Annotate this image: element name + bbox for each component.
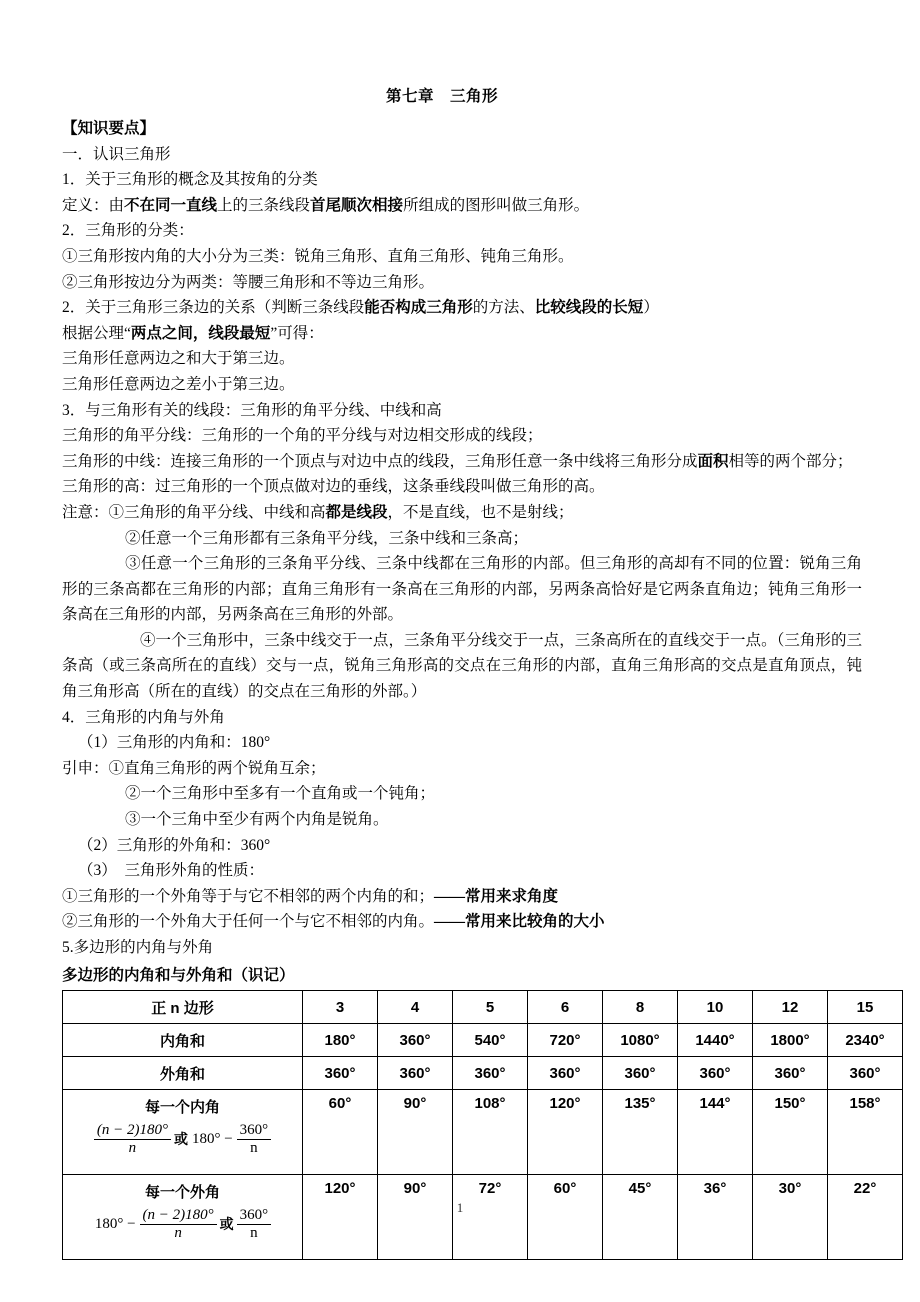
body-line: （2）三角形的外角和：360° (78, 836, 271, 854)
body-line: 三角形的高：过三角形的一个顶点做对边的垂线，这条垂线段叫做三角形的高。 (62, 478, 605, 496)
table-col-header: 15 (828, 991, 903, 1024)
table-cell: 120° (528, 1090, 603, 1175)
table-cell: 1080° (603, 1024, 678, 1057)
table-cell: 45° (603, 1175, 678, 1260)
body-line: ③一个三角中至少有两个内角是锐角。 (125, 811, 389, 829)
table-cell: 36° (678, 1175, 753, 1260)
table-cell: 360° (603, 1057, 678, 1090)
table-cell: 108° (453, 1090, 528, 1175)
table-col-header: 8 (603, 991, 678, 1024)
table-row-label-each-interior (63, 1090, 303, 1175)
table-row (63, 1090, 903, 1175)
formula-connector: 或 (219, 1216, 234, 1233)
fraction-denominator: n (250, 1139, 258, 1156)
formula-connector: 或 (173, 1131, 188, 1148)
table-col-header: 3 (303, 991, 378, 1024)
fraction-numerator: (n − 2)180° (94, 1122, 171, 1140)
fraction-numerator: (n − 2)180° (140, 1207, 217, 1225)
table-cell: 30° (753, 1175, 828, 1260)
table-cell: 360° (303, 1057, 378, 1090)
body-line: 三角形的角平分线：三角形的一个角的平分线与对边相交形成的线段； (62, 427, 543, 445)
polygon-angles-table (62, 990, 903, 1260)
formula-lead: 180° − (191, 1130, 233, 1147)
table-cell: 90° (378, 1090, 453, 1175)
body-line: 引申：①直角三角形的两个锐角互余； (62, 759, 326, 777)
table-cell: 90° (378, 1175, 453, 1260)
fraction-denominator: n (128, 1139, 137, 1156)
table-col-header: 12 (753, 991, 828, 1024)
table-cell: 540° (453, 1024, 528, 1057)
fraction-denominator: n (250, 1224, 258, 1241)
document-content (62, 84, 885, 1260)
body-line: 3．与三角形有关的线段：三角形的角平分线、中线和高 (62, 401, 442, 419)
fraction (94, 1122, 171, 1157)
body-line: 1．关于三角形的概念及其按角的分类 (62, 171, 318, 189)
row-label-text: 每一个内角 (144, 1099, 220, 1117)
body-line: 2．关于三角形三条边的关系（判断三条线段能否构成三角形的方法、比较线段的长短） (62, 299, 659, 317)
table-cell: 360° (678, 1057, 753, 1090)
table-cell: 150° (753, 1090, 828, 1175)
body-line: 三角形任意两边之和大于第三边。 (62, 350, 295, 368)
body-line: 三角形任意两边之差小于第三边。 (62, 375, 295, 393)
table-cell: 360° (828, 1057, 903, 1090)
table-cell: 1440° (678, 1024, 753, 1057)
table-cell: 360° (453, 1057, 528, 1090)
body-line: ②一个三角形中至多有一个直角或一个钝角； (125, 785, 436, 803)
formula-lead: 180° − (94, 1215, 136, 1232)
body-line: 根据公理“两点之间，线段最短”可得： (62, 324, 324, 342)
table-cell: 158° (828, 1090, 903, 1175)
table-cell: 720° (528, 1024, 603, 1057)
fraction-denominator: n (174, 1224, 182, 1241)
fraction (237, 1122, 272, 1157)
table-row (63, 1057, 903, 1090)
table-cell: 120° (303, 1175, 378, 1260)
table-cell: 360° (753, 1057, 828, 1090)
body-line: ①三角形的一个外角等于与它不相邻的两个内角的和；——常用来求角度 (62, 887, 559, 905)
body-line: ②任意一个三角形都有三条角平分线，三条中线和三条高； (125, 529, 529, 547)
table-cell: 135° (603, 1090, 678, 1175)
table-row-label-exterior-sum: 外角和 (63, 1057, 303, 1090)
body-line: （1）三角形的内角和：180° (78, 734, 271, 752)
row-label-text: 每一个外角 (144, 1184, 220, 1202)
table-cell: 360° (378, 1057, 453, 1090)
table-cell: 22° (828, 1175, 903, 1260)
body-line: （3） 三角形外角的性质： (78, 862, 265, 880)
body-line: ②三角形的一个外角大于任何一个与它不相邻的内角。——常用来比较角的大小 (62, 913, 605, 931)
table-col-header: 6 (528, 991, 603, 1024)
table-cell: 360° (528, 1057, 603, 1090)
table-cell: 144° (678, 1090, 753, 1175)
body-line: 2．三角形的分类： (62, 222, 194, 240)
table-row (63, 991, 903, 1024)
fraction-numerator: 360° (237, 1207, 272, 1225)
body-line: 5.多边形的内角与外角 (62, 939, 214, 956)
table-cell: 2340° (828, 1024, 903, 1057)
table-row (63, 1024, 903, 1057)
table-caption: 多边形的内角和与外角和（识记） (62, 966, 295, 984)
body-line: ③任意一个三角形的三条角平分线、三条中线都在三角形的内部。但三角形的高却有不同的位置：锐角三角形的三条高都在三角形的内部；直角三角形有一条高在三角形的内部，另两条高恰好是它两条直角边；钝角三角形一条高在三角形的内部，另两条高在三角形的外部。 (62, 555, 862, 624)
table-cell: 60° (303, 1090, 378, 1175)
table-cell: 360° (378, 1024, 453, 1057)
table-cell: 1800° (753, 1024, 828, 1057)
page-title: 第七章 三角形 (385, 88, 498, 105)
body-line: 注意：①三角形的角平分线、中线和高都是线段，不是直线，也不是射线； (62, 503, 574, 521)
table-col-header: 4 (378, 991, 453, 1024)
body-line: 三角形的中线：连接三角形的一个顶点与对边中点的线段，三角形任意一条中线将三角形分成面积相等的两个部分； (62, 452, 853, 470)
section-heading-knowledge-points: 【知识要点】 (62, 120, 156, 137)
table-row-label-each-exterior (63, 1175, 303, 1260)
fraction-numerator: 360° (237, 1122, 272, 1140)
body-line: 定义：由不在同一直线上的三条线段首尾顺次相接所组成的图形叫做三角形。 (62, 196, 590, 214)
body-line: 一．认识三角形 (62, 145, 171, 163)
page-number: 1 (456, 1200, 464, 1215)
table-cell: 180° (303, 1024, 378, 1057)
table-cell: 72° (453, 1175, 528, 1260)
body-text-block (62, 142, 862, 961)
body-line: ④一个三角形中，三条中线交于一点，三条角平分线交于一点，三条高所在的直线交于一点。（三角形的三条高（或三条高所在的直线）交与一点，锐角三角形高的交点在三角形的内部，直角三角形高的交点是直角顶点，钝角三角形高（所在的直线）的交点在三角形的外部。） (62, 631, 862, 701)
each-interior-formula (65, 1122, 300, 1157)
table-col-header: 5 (453, 991, 528, 1024)
table-row-label-interior-sum: 内角和 (63, 1024, 303, 1057)
body-line: ②三角形按边分为两类：等腰三角形和不等边三角形。 (62, 273, 435, 291)
table-cell: 60° (528, 1175, 603, 1260)
table-col-header: 10 (678, 991, 753, 1024)
table-row (63, 1175, 903, 1260)
table-row-label-sides: 正 n 边形 (63, 991, 303, 1024)
body-line: 4．三角形的内角与外角 (62, 708, 225, 726)
body-line: ①三角形按内角的大小分为三类：锐角三角形、直角三角形、钝角三角形。 (62, 247, 574, 265)
